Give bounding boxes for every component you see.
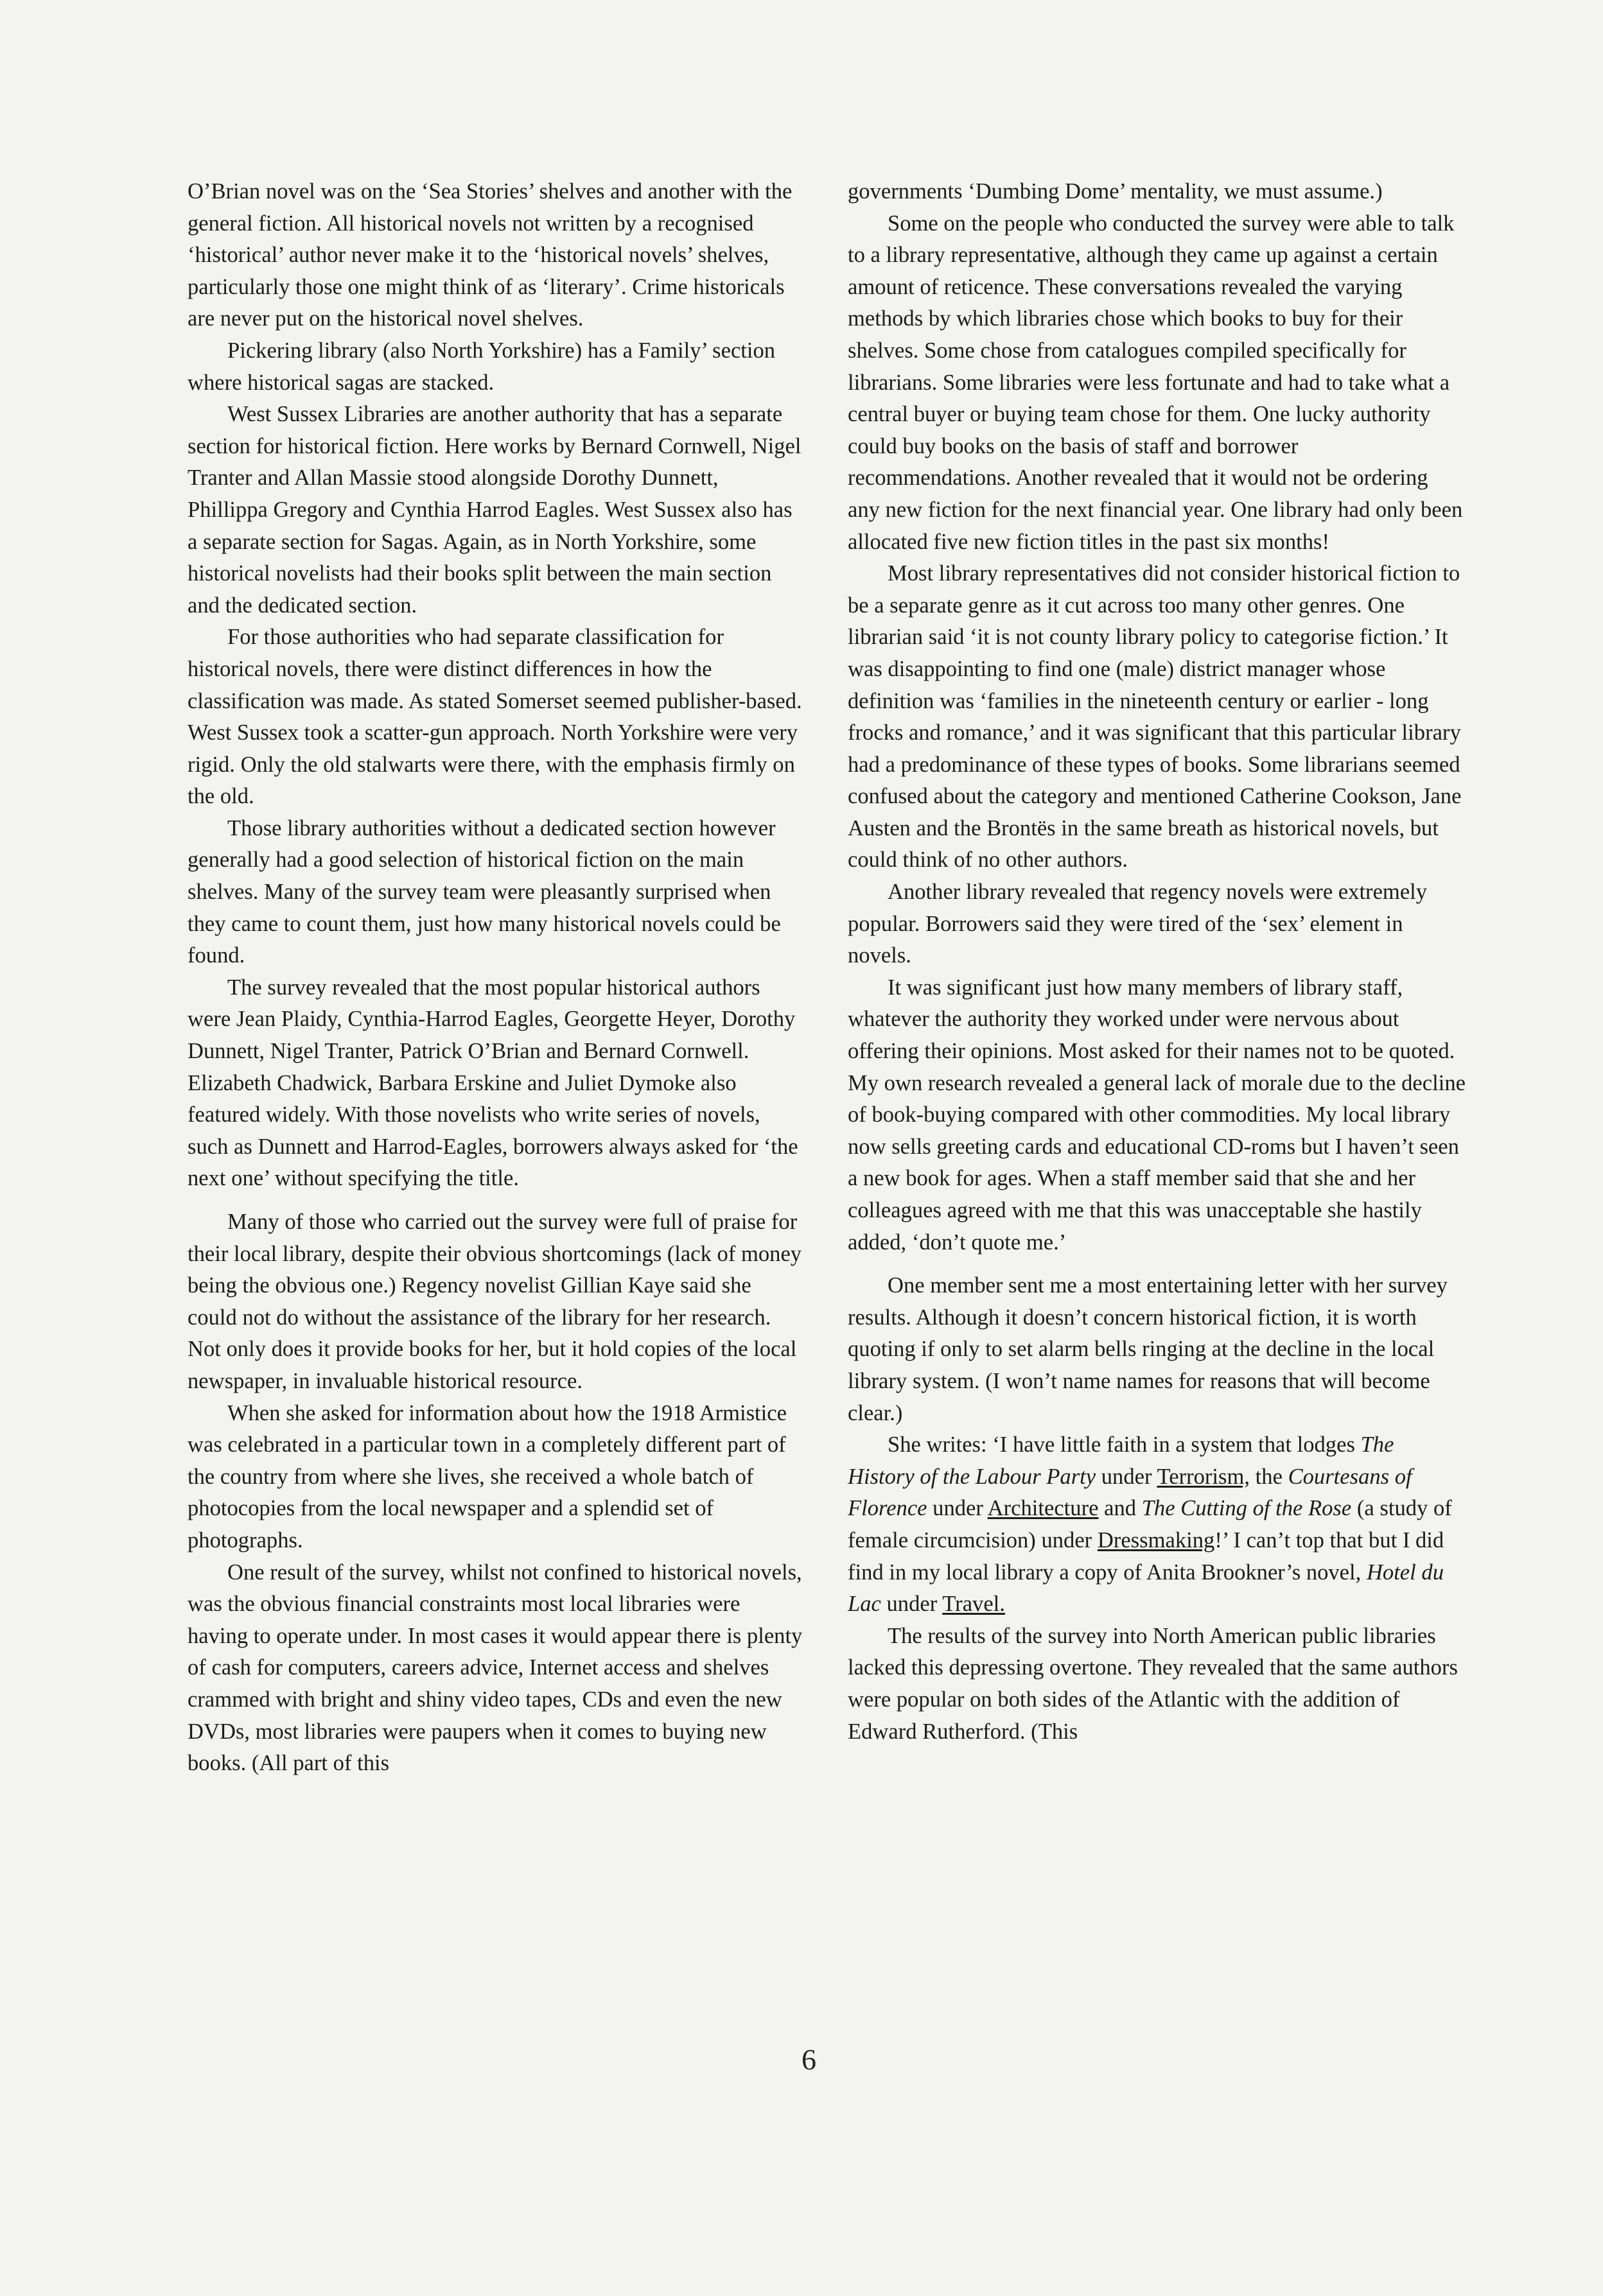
page-number: 6 [802, 2043, 816, 2076]
left-paragraph-8: When she asked for information about how the 1918 Armistice was celebrated in a particular town in a completely different part of the country from where she lives, she received a whole batch of photocopies from the local newspaper and a splendid set of photographs. [188, 1400, 787, 1552]
left-paragraph-7: Many of those who carried out the survey were full of praise for their local library, despite their obvious shortcomings (lack of money being the obvious one.) Regency novelist Gillian Kaye said she could not do without the assistance of the library for her research. Not only does it provide books for her, but it hold copies of the local newspaper, in invaluable historical resource. [188, 1210, 802, 1393]
quote-text: under [1096, 1464, 1157, 1489]
quote-text: the [1250, 1464, 1288, 1489]
right-paragraph-3: Most library representatives did not consider historical fiction to be a separate genre as it cut across too many other genres. One librarian said ‘it is not county library policy to categorise fiction.’ It was disappointing to find one (male) district manager whose definition was ‘families in the nineteenth century or earlier - long frocks and romance,’ and it was significant that this particular library had a predominance of these types of books. Some librarians seemed confused about the category and mentioned Catherine Cookson, Jane Austen and the Brontës in the same breath as historical novels, but could think of no other authors. [848, 561, 1462, 873]
right-paragraph-1: governments ‘Dumbing Dome’ mentality, we must assume.) [848, 179, 1383, 204]
right-paragraph-7 [848, 1429, 1466, 1621]
quote-text: under [880, 1592, 943, 1617]
category-travel: Travel. [942, 1592, 1005, 1617]
category-architecture: Architecture [987, 1496, 1099, 1521]
left-paragraph-4: For those authorities who had separate classification for historical novels, there were distinct differences in how the classification was made. As stated Somerset seemed publisher-based. West Sussex took a scatter-gun approach. North Yorkshire were very rigid. Only the old stalwarts were there, with the emphasis firmly on the old. [188, 625, 802, 809]
right-paragraph-2: Some on the people who conducted the survey were able to talk to a library representative, although they came up against a certain amount of reticence. These conversations revealed the varying methods by which libraries chose which books to buy for their shelves. Some chose from catalogues compiled specifically for librarians. Some libraries were less fortunate and had to take what a central buyer or buying team chose for them. One lucky authority could buy books on the basis of staff and borrower recommendations. Another revealed that it would not be ordering any new fiction for the next financial year. One library had only been allocated five new fiction titles in the past six months! [848, 211, 1463, 554]
book-title-cutting-rose: The Cutting of the Rose [1141, 1496, 1352, 1521]
category-dressmaking: Dressmaking [1097, 1527, 1215, 1552]
right-paragraph-6: One member sent me a most entertaining letter with her survey results. Although it doesn’t concern historical fiction, it is worth quoting if only to set alarm bells ringing at the decline in the local library system. (I won’t name names for reasons that will become clear.) [848, 1273, 1448, 1425]
quote-text: (a study of female circumcision) under [848, 1496, 1452, 1552]
quote-text: under [927, 1496, 988, 1521]
book-title-labour-party: The History of the Labour Party [848, 1432, 1394, 1489]
quote-text: !’ I can’t top that but I did find in my local library a copy of Anita Brookner’s novel, [848, 1527, 1444, 1585]
left-paragraph-2: Pickering library (also North Yorkshire) has a Family’ section where historical sagas are stacked. [188, 338, 776, 395]
left-paragraph-1: O’Brian novel was on the ‘Sea Stories’ shelves and another with the general fiction. All historical novels not written by a recognised ‘historical’ author never make it to the ‘historical novels’ shelves, particularly those one might think of as ‘literary’. Crime historicals are never put on the historical novel shelves. [188, 179, 793, 331]
right-paragraph-5: It was significant just how many members of library staff, whatever the authority they worked under were nervous about offering their opinions. Most asked for their names not to be quoted. My own research revealed a general lack of morale due to the decline of book-buying compared with other commodities. My local library now sells greeting cards and educational CD-roms but I haven’t seen a new book for ages. When a staff member said that she and her colleagues agreed with me that this was unacceptable she hastily added, ‘don’t quote me.’ [848, 975, 1466, 1255]
book-title-courtesans: Courtesans of Florence [848, 1464, 1412, 1521]
left-paragraph-6: The survey revealed that the most popular historical authors were Jean Plaidy, Cynthia-Harrod Eagles, Georgette Heyer, Dorothy Dunnett, Nigel Tranter, Patrick O’Brian and Bernard Cornwell. Elizabeth Chadwick, Barbara Erskine and Juliet Dymoke also featured widely. With those novelists who write series of novels, such as Dunnett and Harrod-Eagles, borrowers always asked for ‘the next one’ without specifying the title. [188, 975, 798, 1191]
left-paragraph-9: One result of the survey, whilst not confined to historical novels, was the obvious financial constraints most local libraries were having to operate under. In most cases it would appear there is plenty of cash for computers, careers advice, Internet access and shelves crammed with bright and shiny video tapes, CDs and even the new DVDs, most libraries were paupers when it comes to buying new books. (All part of this [188, 1560, 803, 1776]
right-column [848, 176, 1466, 1748]
category-terrorism: Terrorism, [1157, 1464, 1250, 1489]
right-paragraph-4: Another library revealed that regency novels were extremely popular. Borrowers said they were tired of the ‘sex’ element in novels. [848, 880, 1428, 968]
quote-text: and [1098, 1496, 1142, 1521]
right-paragraph-8: The results of the survey into North American public libraries lacked this depressing overtone. They revealed that the same authors were popular on both sides of the Atlantic with the addition of Edward Rutherford. (This [848, 1623, 1458, 1744]
quote-text: She writes: ‘I have little faith in a system that lodges [888, 1432, 1361, 1457]
left-paragraph-3: West Sussex Libraries are another authority that has a separate section for historical fiction. Here works by Bernard Cornwell, Nigel Tranter and Allan Massie stood alongside Dorothy Dunnett, Phillippa Gregory and Cynthia Harrod Eagles. West Sussex also has a separate section for Sagas. Again, as in North Yorkshire, some historical novelists had their books split between the main section and the dedicated section. [188, 402, 802, 618]
book-title-hotel-du-lac: Hotel du Lac [848, 1560, 1444, 1617]
left-column [188, 176, 804, 1780]
left-paragraph-5: Those library authorities without a dedicated section however generally had a good selection of historical fiction on the main shelves. Many of the survey team were pleasantly surprised when they came to count them, just how many historical novels could be found. [188, 815, 781, 968]
